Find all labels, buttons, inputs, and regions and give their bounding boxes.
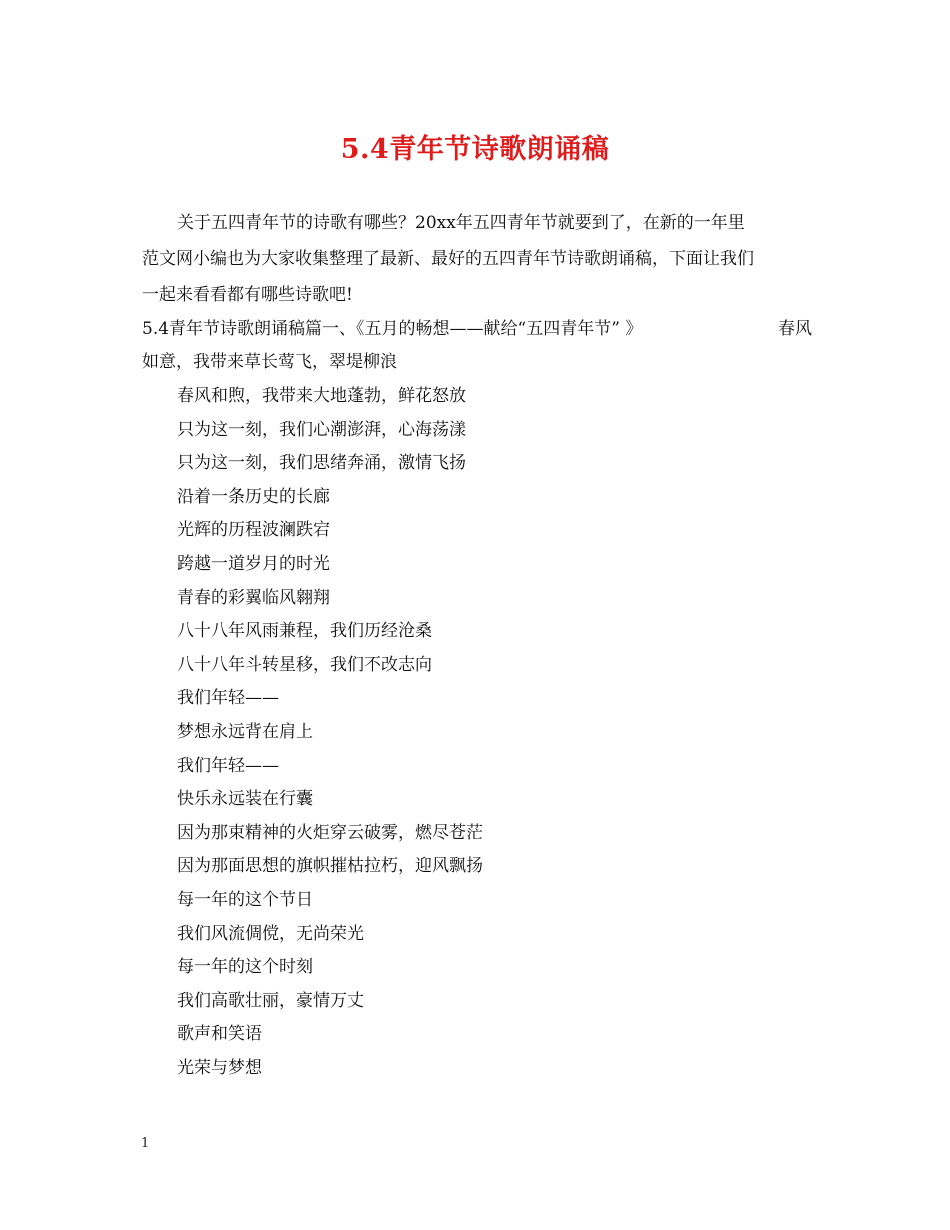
intro-line: 关于五四青年节的诗歌有哪些？20xx年五四青年节就要到了，在新的一年里 [177,213,745,233]
poem-heading [142,313,812,379]
poem-line: 只为这一刻，我们心潮澎湃，心海荡漾 [177,419,466,440]
poem-heading-title: 5.4青年节诗歌朗诵稿篇一、《五月的畅想——献给“五四青年节” 》 [142,319,643,339]
poem-line: 我们年轻—— [177,755,279,776]
poem-line: 八十八年斗转星移，我们不改志向 [177,654,432,675]
intro-paragraph [142,205,812,313]
poem-line: 我们风流倜傥，无尚荣光 [177,923,364,944]
intro-line: 范文网小编也为大家收集整理了最新、最好的五四青年节诗歌朗诵稿，下面让我们 [142,249,754,269]
poem-line: 我们年轻—— [177,688,279,709]
poem-line: 每一年的这个节日 [177,889,313,910]
poem-heading-continuation: 如意，我带来草长莺飞，翠堤柳浪 [142,352,397,372]
poem-line: 春风和煦，我带来大地蓬勃，鲜花怒放 [177,386,466,406]
poem-line: 沿着一条历史的长廊 [177,486,330,507]
poem-line: 因为那面思想的旗帜摧枯拉朽，迎风飘扬 [177,856,483,877]
poem-heading-row [142,313,812,346]
poem-line: 光荣与梦想 [177,1057,262,1078]
poem-line: 歌声和笑语 [177,1024,262,1045]
poem-line: 我们高歌壮丽，豪情万丈 [177,990,364,1011]
poem-line: 只为这一刻，我们思绪奔涌，激情飞扬 [177,453,466,474]
poem-line: 光辉的历程波澜跌宕 [177,520,330,541]
poem-line: 青春的彩翼临风翱翔 [177,587,330,608]
poem-line: 因为那束精神的火炬穿云破雾，燃尽苍茫 [177,822,483,843]
poem-line: 梦想永远背在肩上 [177,721,313,742]
poem-line: 每一年的这个时刻 [177,957,313,978]
poem-line: 快乐永远装在行囊 [177,789,313,810]
poem-heading-first-words: 春风 [778,319,812,339]
intro-line: 一起来看看都有哪些诗歌吧! [142,285,353,305]
page-number: 1 [141,1136,150,1151]
document-title: 5.4青年节诗歌朗诵稿 [340,134,610,165]
poem-line: 八十八年风雨兼程，我们历经沧桑 [177,621,432,642]
poem-body [177,380,483,1085]
poem-line: 跨越一道岁月的时光 [177,553,330,574]
